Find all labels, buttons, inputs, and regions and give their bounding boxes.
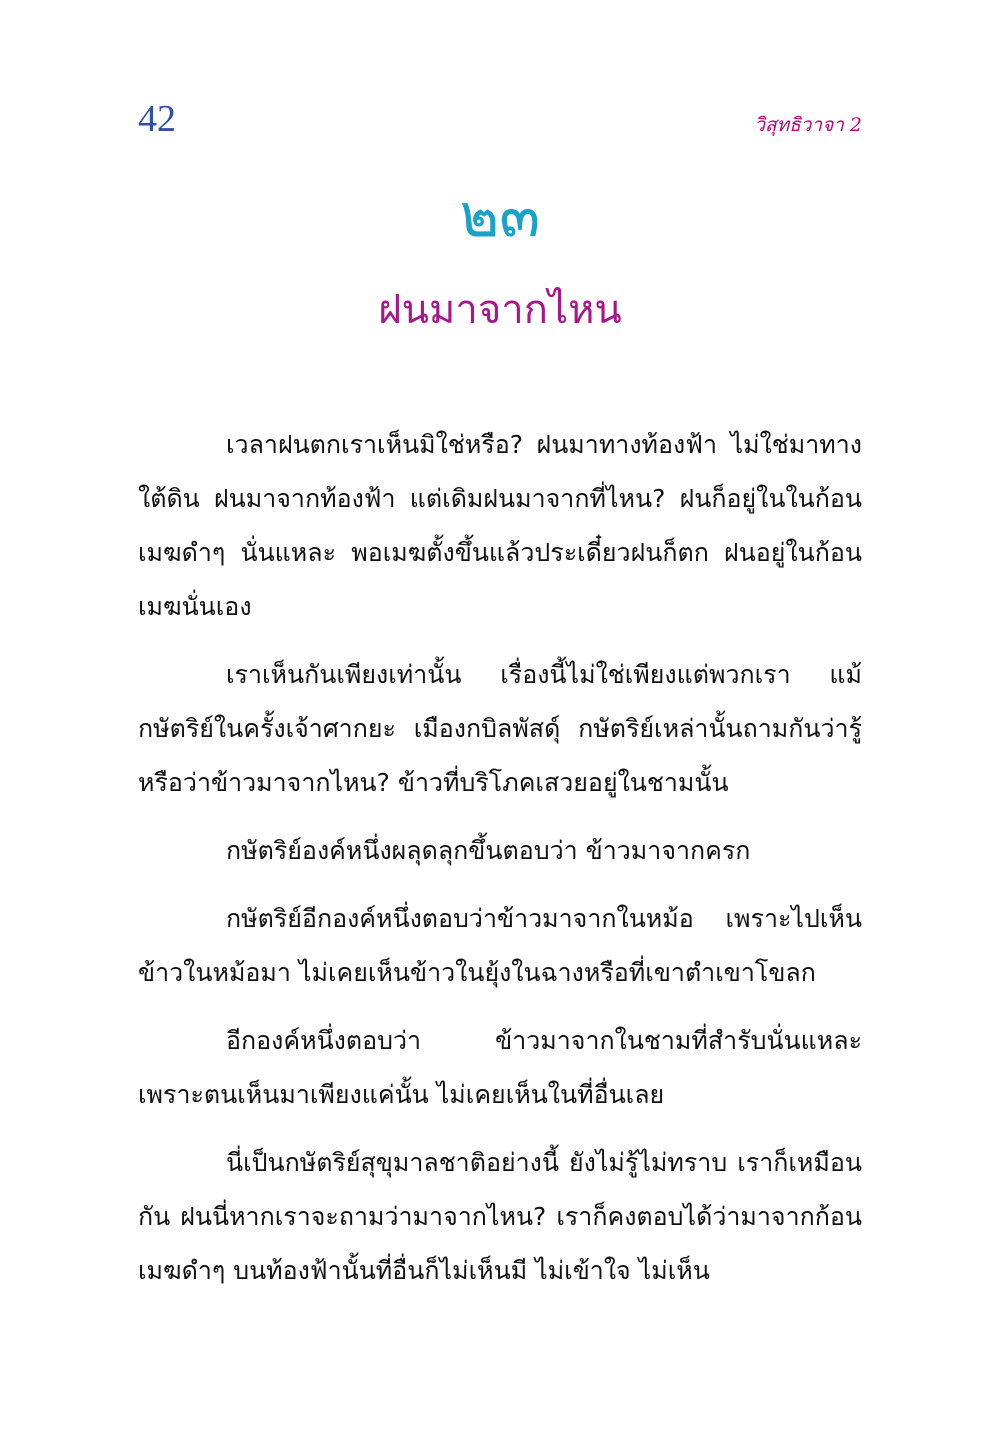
paragraph: กษัตริย์อีกองค์หนึ่งตอบว่าข้าวมาจากในหม้อ เพราะไปเห็นข้าวในหม้อมา ไม่เคยเห็นข้าวในยุ้งในฉางหรือที่เขาตำเขาโขลก — [138, 904, 862, 987]
chapter-number: ๒๓ — [459, 181, 541, 251]
paragraph: นี่เป็นกษัตริย์สุขุมาลชาติอย่างนี้ ยังไม่รู้ไม่ทราบ เราก็เหมือนกัน ฝนนี่หากเราจะถามว่ามาจากไหน? เราก็คงตอบได้ว่ามาจากก้อนเมฆดำๆ บนท้องฟ้านั้นที่อื่นก็ไม่เห็นมี ไม่เข้าใจ ไม่เห็น — [138, 1148, 862, 1285]
chapter-title: ฝนมาจากไหน — [378, 287, 622, 333]
body-text — [138, 418, 862, 1312]
paragraph: เราเห็นกันเพียงเท่านั้น เรื่องนี้ไม่ใช่เพียงแต่พวกเรา แม้กษัตริย์ในครั้งเจ้าศากยะ เมืองกบิลพัสดุ์ กษัตริย์เหล่านั้นถามกันว่ารู้หรือว่าข้าวมาจากไหน? ข้าวที่บริโภคเสวยอยู่ในชามนั้น — [138, 660, 862, 797]
paragraph: อีกองค์หนึ่งตอบว่า ข้าวมาจากในชามที่สำรับนั่นแหละ เพราะตนเห็นมาเพียงแค่นั้น ไม่เคยเห็นในที่อื่นเลย — [138, 1026, 862, 1109]
paragraph: เวลาฝนตกเราเห็นมิใช่หรือ? ฝนมาทางท้องฟ้า ไม่ใช่มาทางใต้ดิน ฝนมาจากท้องฟ้า แต่เดิมฝนมาจากที่ไหน? ฝนก็อยู่ในในก้อนเมฆดำๆ นั่นแหละ พอเมฆตั้งขึ้นแล้วประเดี๋ยวฝนก็ตก ฝนอยู่ในก้อนเมฆนั่นเอง — [138, 430, 862, 621]
running-head: วิสุทธิวาจา 2 — [754, 114, 862, 136]
paragraph: กษัตริย์องค์หนึ่งผลุดลุกขึ้นตอบว่า ข้าวมาจากครก — [226, 836, 751, 865]
page-number: 42 — [138, 98, 176, 140]
